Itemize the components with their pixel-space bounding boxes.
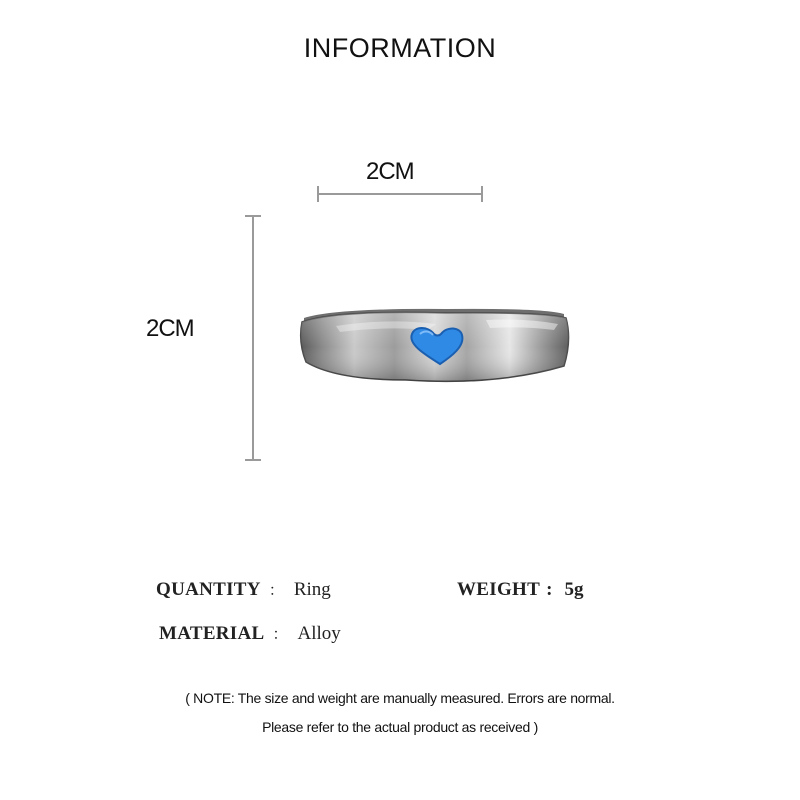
spec-material-value: Alloy: [297, 623, 341, 644]
note-line-1: ( NOTE: The size and weight are manually measured. Errors are normal.: [185, 690, 615, 706]
spec-material-label: MATERIAL: [159, 623, 265, 644]
note-line-2: Please refer to the actual product as received ): [262, 719, 538, 735]
width-dimension-cap-left: [317, 186, 319, 202]
page-title: INFORMATION: [303, 33, 497, 63]
height-dimension-cap-top: [245, 215, 261, 217]
spec-quantity-separator: ：: [268, 583, 284, 599]
spec-material-separator: ：: [272, 627, 288, 643]
width-dimension-label: 2CM: [366, 158, 414, 185]
width-dimension-cap-right: [481, 186, 483, 202]
height-dimension-line: [252, 216, 254, 460]
ring-product-image: [296, 300, 576, 390]
spec-weight-label: WEIGHT: [457, 579, 541, 600]
height-dimension-cap-bottom: [245, 459, 261, 461]
spec-weight: [457, 579, 583, 601]
spec-quantity-value: Ring: [293, 579, 331, 600]
spec-weight-separator: :: [546, 579, 553, 600]
spec-weight-value: 5g: [564, 579, 584, 600]
width-dimension-line: [318, 193, 483, 195]
spec-quantity-label: QUANTITY: [156, 579, 261, 600]
spec-material: [159, 623, 341, 645]
spec-quantity: [156, 579, 331, 601]
height-dimension-label: 2CM: [146, 315, 194, 342]
